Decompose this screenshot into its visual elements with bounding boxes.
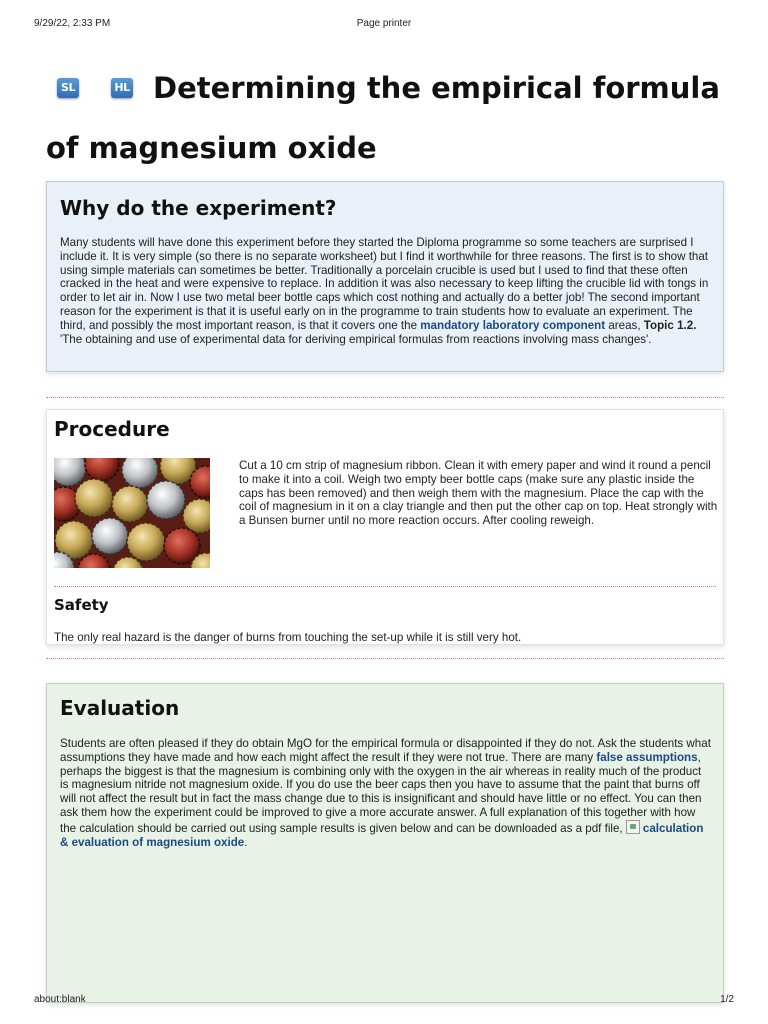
false-assumptions-link[interactable]: false assumptions	[596, 750, 698, 764]
evaluation-text-part-2: , perhaps the biggest is that the magnesium is combining only with the oxygen in the air whereas in reality much of the product is magnesium nitride not magnesium oxide. If you do use the beer caps then you have to assume that the paint that burns off will not affect the result but in fact the mass change due to this is insignificant and should have little or no effect. You can then ask them how the experiment could be improved to give a more accurate answer. A full explanation of this together with how the calculation should be carried out using sample results is given below and can be downloaded as a pdf file,	[60, 750, 702, 835]
evaluation-text-part-3: .	[244, 835, 248, 849]
evaluation-section	[46, 683, 724, 1003]
mandatory-lab-component-link[interactable]: mandatory laboratory component	[420, 318, 606, 332]
print-url: about:blank	[34, 994, 86, 1005]
evaluation-text-part-1: Students are often pleased if they do obtain MgO for the empirical formula or disappointed if they do not. Ask the students what assumptions they have made and how each might affect the result if they were not true. There are many	[60, 737, 711, 764]
bottle-caps-illustration	[54, 458, 210, 568]
calculation-pdf-link[interactable]: calculation & evaluation of magnesium oxide	[60, 821, 704, 849]
why-section	[46, 181, 724, 372]
procedure-heading: Procedure	[54, 417, 170, 441]
why-text-part-2: areas,	[605, 318, 644, 332]
procedure-text: Cut a 10 cm strip of magnesium ribbon. Clean it with emery paper and wind it round a pencil to make it into a coil. Weigh two empty beer bottle caps (make sure any plastic inside the caps has been removed) and then weigh them with the magnesium. Place the cap with the coil of magnesium in it on a clay triangle and then put the other cap on top. Heat strongly with a Bunsen burner until no more reaction occurs. After cooling reweigh.	[239, 459, 718, 528]
pdf-image-icon	[626, 820, 640, 834]
safety-text: The only real hazard is the danger of burns from touching the set-up while it is still very hot.	[54, 631, 522, 644]
sl-badge-icon: SL	[57, 78, 79, 98]
page-title	[46, 58, 736, 178]
section-divider	[46, 397, 724, 398]
bottle-caps-photo	[54, 458, 210, 568]
why-text-part-3: 'The obtaining and use of experimental data for deriving empirical formulas from reactions involving mass changes'.	[60, 332, 652, 346]
section-divider	[46, 658, 724, 659]
why-text-part-1: Many students will have done this experiment before they started the Diploma programme so some teachers are surprised I include it. It is very simple (so there is no separate worksheet) but I find it worthwhile for three reasons. The first is to show that using simple materials can sometimes be better. Traditionally a porcelain crucible is used but I used to find that these often cracked in the heat and were expensive to replace. In addition it was also necessary to keep lifting the crucible lid with tongs in order to let air in. Now I use two metal beer bottle caps which cost nothing and actually do a better job! The second important reason for the experiment is that it is useful early on in the programme to train students how to evaluate an experiment. The third, and possibly the most important reason, is that it covers one the	[60, 236, 709, 332]
print-datetime: 9/29/22, 2:33 PM	[34, 18, 111, 29]
topic-label: Topic 1.2.	[643, 318, 697, 332]
why-text	[60, 236, 712, 346]
print-page-title: Page printer	[356, 18, 412, 29]
page-title-text: Determining the empirical formula of magnesium oxide	[46, 71, 720, 165]
hl-badge-icon: HL	[111, 78, 133, 98]
safety-divider	[54, 586, 716, 587]
evaluation-text	[60, 737, 712, 849]
procedure-section	[46, 409, 724, 645]
print-page-number: 1/2	[720, 994, 734, 1005]
safety-heading: Safety	[54, 596, 109, 614]
why-heading: Why do the experiment?	[60, 196, 337, 220]
print-header	[0, 18, 768, 32]
evaluation-heading: Evaluation	[60, 696, 180, 720]
